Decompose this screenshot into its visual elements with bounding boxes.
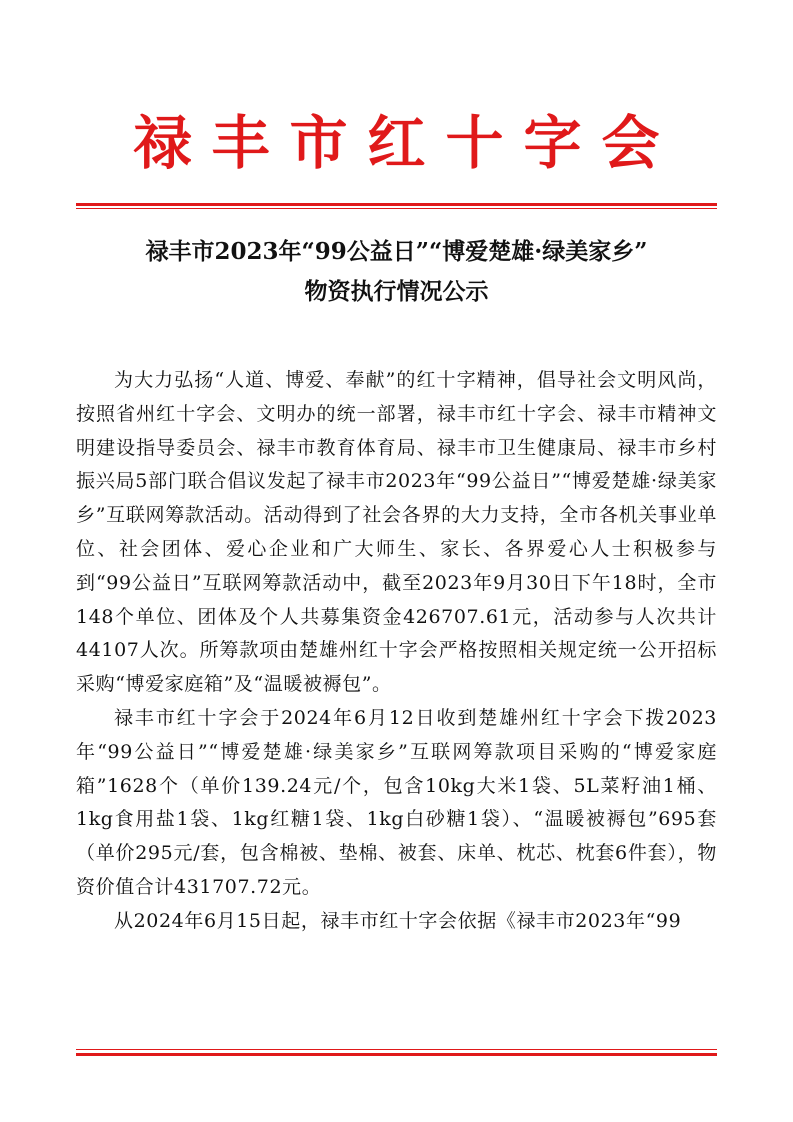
document-body — [76, 364, 717, 939]
letterhead-divider-thick — [76, 203, 717, 206]
body-paragraph-1: 为大力弘扬“人道、博爱、奉献”的红十字精神，倡导社会文明风尚，按照省州红十字会、文明办的统一部署，禄丰市红十字会、禄丰市精神文明建设指导委员会、禄丰市教育体育局、禄丰市卫生健康局、禄丰市乡村振兴局5部门联合倡议发起了禄丰市2023年“99公益日”“博爱楚雄·绿美家乡”互联网筹款活动。活动得到了社会各界的大力支持，全市各机关事业单位、社会团体、爱心企业和广大师生、家长、各界爱心人士积极参与到“99公益日”互联网筹款活动中，截至2023年9月30日下午18时，全市148个单位、团体及个人共募集资金426707.61元，活动参与人次共计44107人次。所筹款项由楚雄州红十字会严格按照相关规定统一公开招标采购“博爱家庭箱”及“温暖被褥包”。 — [76, 369, 717, 696]
body-paragraph-2: 禄丰市红十字会于2024年6月12日收到楚雄州红十字会下拨2023年“99公益日”“博爱楚雄·绿美家乡”互联网筹款项目采购的“博爱家庭箱”1628个（单价139.24元/个，包含10kg大米1袋、5L菜籽油1桶、1kg食用盐1袋、1kg红糖1袋、1kg白砂糖1袋）、“温暖被褥包”695套（单价295元/套，包含棉被、垫棉、被套、床单、枕芯、枕套6件套），物资价值合计431707.72元。 — [76, 706, 717, 898]
document-title — [60, 232, 733, 312]
letterhead-org-name: 禄丰市红十字会 — [133, 109, 680, 177]
footer-divider-thick — [76, 1053, 717, 1056]
footer-divider-thin — [76, 1049, 717, 1050]
body-paragraph-3: 从2024年6月15日起，禄丰市红十字会依据《禄丰市2023年“99 — [114, 909, 682, 932]
letterhead-divider-thin — [76, 208, 717, 209]
document-title-line-2: 物资执行情况公示 — [304, 278, 489, 305]
document-title-line-1: 禄丰市2023年“99公益日”“博爱楚雄·绿美家乡” — [145, 238, 648, 265]
